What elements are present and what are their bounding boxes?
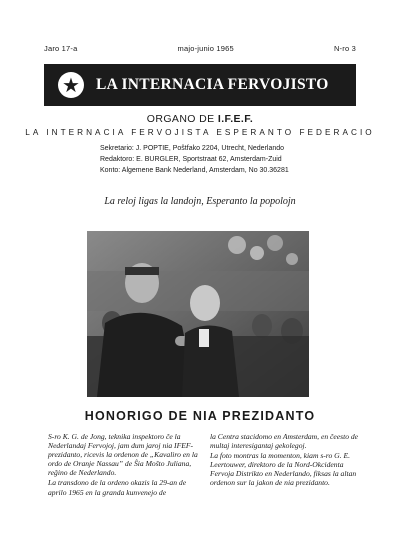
ceremony-photo: [87, 231, 309, 397]
motto: La reloj ligas la landojn, Esperanto la popolojn: [104, 196, 296, 207]
article-column-2: [210, 432, 360, 498]
organ-name: I.F.E.F.: [217, 113, 254, 125]
issue-date: majo-junio 1965: [177, 44, 234, 53]
issue-meta-line: [44, 44, 356, 56]
magazine-title: LA INTERNACIA FERVOJISTO: [96, 76, 329, 93]
account-line: Konto: Algemene Bank Nederland, Amsterdam, No 30.36281: [100, 167, 289, 174]
federation-name: LA INTERNACIA FERVOJISTA ESPERANTO FEDERACIO: [25, 128, 375, 137]
secretary-line: Sekretario: J. POPTIE, Poŝtfako 2204, Utrecht, Nederlando: [100, 145, 285, 152]
green-star-icon: ★: [58, 72, 84, 98]
editor-line: Redaktoro: E. BURGLER, Sportstraat 62, Amsterdam-Zuid: [100, 156, 282, 163]
paragraph: la Centra stacidomo en Amsterdam, en ĉeesto de multaj interesigantaj gekolegoj.: [210, 432, 359, 451]
paragraph: La transdono de la ordeno okazis la 29-an de aprilo 1965 en la granda kunvenejo de: [48, 478, 187, 497]
organ-line: [0, 113, 400, 125]
paragraph: S-ro K. G. de Jong, teknika inspektoro ĉe la Nederlandaj Fervojoj, jam dum jaroj nia IFEF-prezidanto, ricevis la ordenon de „Kavaliro en la ordo de Oranje Nassau” de Ŝia Moŝto Juliana, reĝino de Nederlando.: [48, 432, 198, 478]
masthead-banner: [44, 64, 356, 106]
article-column-1: [48, 432, 198, 498]
contact-block: [100, 143, 370, 176]
volume-label: Jaro 17-a: [44, 44, 78, 53]
organ-prefix: ORGANO DE: [146, 113, 215, 125]
paragraph: La foto montras la momenton, kiam s-ro G. E. Leertouwer, direktoro de la Nord-Okcidenta Fervoja Distrikto en Nederlando, fiksas la altan ordenon sur la jakon de nia prezidanto.: [210, 451, 357, 488]
article-headline: HONORIGO DE NIA PREZIDANTO: [84, 409, 316, 423]
issue-number: N-ro 3: [333, 44, 356, 53]
article-body: [48, 432, 360, 498]
